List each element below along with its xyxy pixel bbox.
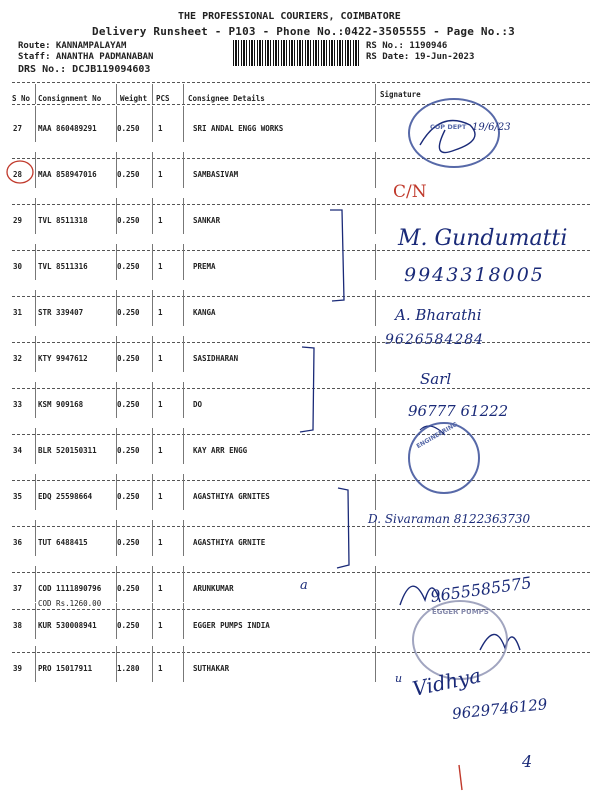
row37-phone: 9655585575 (429, 573, 533, 606)
cell-consignee: EGGER PUMPS INDIA (193, 621, 270, 630)
row29-signature: M. Gundumatti (398, 226, 568, 251)
row30-phone: 9943318005 (404, 264, 545, 286)
cell-sno: 34 (13, 446, 23, 455)
cell-pcs: 1 (158, 170, 163, 179)
cell-consignment: COD 1111890796 (38, 584, 102, 593)
cell-consignment: PRO 15017911 (38, 664, 93, 673)
cell-consignment: KUR 530008941 (38, 621, 97, 630)
cell-sno: 32 (13, 354, 23, 363)
cell-sno: 37 (13, 584, 23, 593)
cell-weight: 0.250 (117, 492, 140, 501)
cell-consignee: SASIDHARAN (193, 354, 239, 363)
col-sno: S No (12, 94, 31, 103)
cell-consignee: AGASTHIYA GRNITE (193, 538, 266, 547)
cell-pcs: 1 (158, 584, 163, 593)
cell-consignee: SANKAR (193, 216, 221, 225)
row35-signature: D. Sivaraman 8122363730 (368, 512, 531, 526)
cell-sno: 27 (13, 124, 23, 133)
stamp-text: EGGER PUMPS (432, 608, 489, 616)
cod-amount: COD Rs.1260.00 (38, 599, 102, 608)
cell-pcs: 1 (158, 538, 163, 547)
bracket-29-30 (330, 210, 344, 301)
stamp-text: COP DEPT (430, 123, 467, 131)
col-consignee: Consignee Details (188, 94, 265, 103)
cell-sno: 30 (13, 262, 23, 271)
cell-pcs: 1 (158, 400, 163, 409)
cell-sno: 35 (13, 492, 23, 501)
cell-consignment: KTY 9947612 (38, 354, 88, 363)
row37-stray-mark: a (300, 578, 308, 593)
cell-weight: 0.250 (117, 262, 140, 271)
row27-date: 19/6/23 (472, 122, 511, 133)
cell-weight: 0.250 (117, 354, 140, 363)
cell-weight: 0.250 (117, 216, 140, 225)
cell-consignee: KAY ARR ENGG (193, 446, 248, 455)
row28-circle-mark (7, 161, 33, 183)
cell-consignee: SRI ANDAL ENGG WORKS (193, 124, 284, 133)
footer-mark: 4 (522, 752, 533, 771)
cell-sno: 29 (13, 216, 23, 225)
cell-pcs: 1 (158, 262, 163, 271)
cell-consignment: MAA 858947016 (38, 170, 97, 179)
row33-signature: Sarl (420, 370, 452, 388)
cell-weight: 0.250 (117, 170, 140, 179)
cell-pcs: 1 (158, 308, 163, 317)
rs-number: RS No.: 1190946 (366, 41, 448, 51)
cell-pcs: 1 (158, 492, 163, 501)
bracket-35-36 (337, 488, 349, 568)
drs-number: DRS No.: DCJB119094603 (18, 64, 151, 75)
cell-sno: 28 (13, 170, 23, 179)
col-consignment: Consignment No (38, 94, 102, 103)
cell-consignment: TVL 8511316 (38, 262, 88, 271)
cell-weight: 1.280 (117, 664, 140, 673)
cell-consignment: TUT 6488415 (38, 538, 88, 547)
row39-stray-mark: u (395, 672, 403, 685)
row33-phone: 96777 61222 (408, 402, 509, 420)
cell-consignee: ARUNKUMAR (193, 584, 234, 593)
cell-consignee: PREMA (193, 262, 216, 271)
company-title: THE PROFESSIONAL COURIERS, COIMBATORE (178, 11, 401, 22)
cell-consignee: AGASTHIYA GRNITES (193, 492, 270, 501)
cell-consignee: SUTHAKAR (193, 664, 230, 673)
cell-weight: 0.250 (117, 621, 140, 630)
row31-phone: 9626584284 (385, 332, 485, 348)
cell-weight: 0.250 (117, 584, 140, 593)
cell-consignee: KANGA (193, 308, 216, 317)
red-tick-mark (459, 765, 462, 790)
cell-sno: 33 (13, 400, 23, 409)
route-label: Route: KANNAMPALAYAM (18, 41, 127, 51)
row28-cn-mark: C/N (393, 182, 427, 202)
rs-date: RS Date: 19-Jun-2023 (366, 52, 475, 62)
cell-sno: 38 (13, 621, 23, 630)
cell-consignment: MAA 860489291 (38, 124, 97, 133)
stamp-text: ENGINEERING (415, 420, 459, 451)
cell-consignee: SAMBASIVAM (193, 170, 239, 179)
cell-weight: 0.250 (117, 446, 140, 455)
cell-pcs: 1 (158, 446, 163, 455)
bracket-32-33 (300, 347, 314, 432)
cell-pcs: 1 (158, 216, 163, 225)
col-weight: Weight (120, 94, 148, 103)
row39-phone: 9629746129 (451, 695, 549, 723)
cell-weight: 0.250 (117, 400, 140, 409)
cell-weight: 0.250 (117, 124, 140, 133)
cell-consignment: TVL 8511318 (38, 216, 88, 225)
col-signature: Signature (380, 90, 421, 99)
row27-stamp (408, 98, 500, 168)
cell-consignment: BLR 520150311 (38, 446, 97, 455)
cell-consignment: EDQ 25598664 (38, 492, 93, 501)
cell-weight: 0.250 (117, 538, 140, 547)
row34-stamp (408, 422, 480, 494)
cell-consignment: KSM 909168 (38, 400, 84, 409)
cell-sno: 36 (13, 538, 23, 547)
col-pcs: PCS (156, 94, 170, 103)
cell-pcs: 1 (158, 124, 163, 133)
cell-pcs: 1 (158, 621, 163, 630)
cell-pcs: 1 (158, 664, 163, 673)
row31-signature: A. Bharathi (395, 306, 482, 324)
runsheet-title: Delivery Runsheet - P103 - Phone No.:0422-3505555 - Page No.:3 (92, 25, 515, 38)
cell-weight: 0.250 (117, 308, 140, 317)
cell-consignee: DO (193, 400, 203, 409)
staff-label: Staff: ANANTHA PADMANABAN (18, 52, 154, 62)
cell-pcs: 1 (158, 354, 163, 363)
row39-signature: Vidhya (410, 663, 484, 701)
cell-consignment: STR 339407 (38, 308, 84, 317)
cell-sno: 39 (13, 664, 23, 673)
cell-sno: 31 (13, 308, 23, 317)
